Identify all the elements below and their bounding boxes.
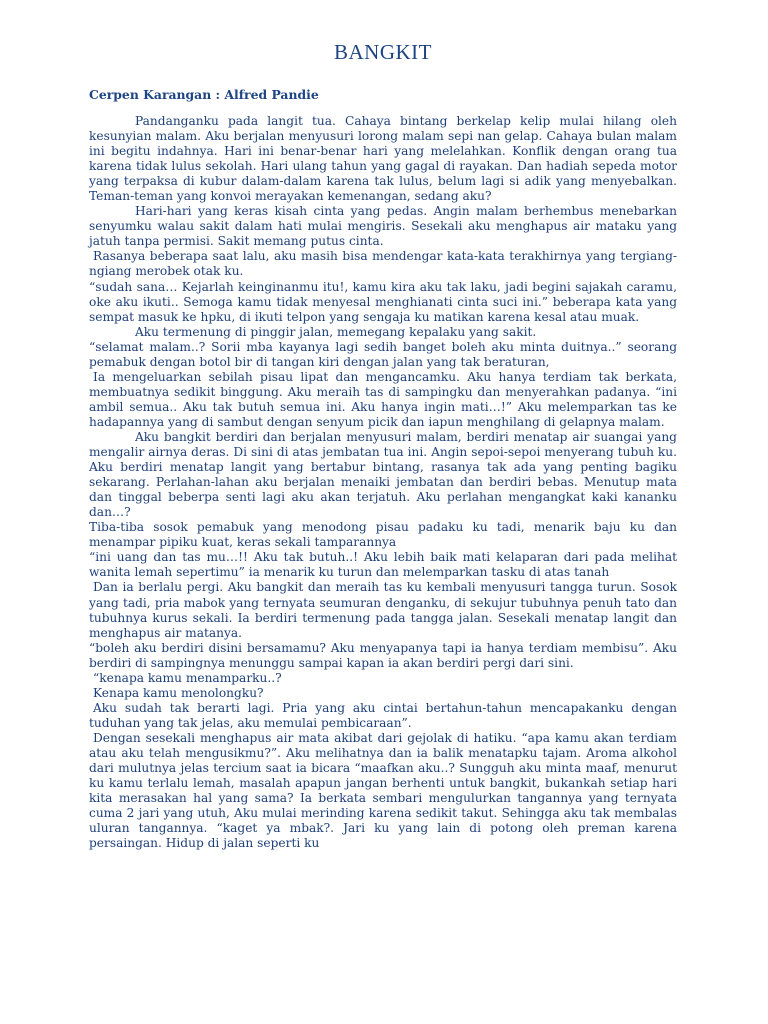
paragraph: Tiba-tiba sosok pemabuk yang menodong pisau padaku ku tadi, menarik baju ku dan menampar pipiku kuat, keras sekali tamparannya	[89, 520, 677, 550]
paragraph: Kenapa kamu menolongku?	[93, 685, 264, 700]
paragraph: “ini uang dan tas mu…!! Aku tak butuh..! Aku lebih baik mati kelaparan dari pada melihat wanita lemah sepertimu” ia menarik ku turun dan melemparkan tasku di atas tanah	[89, 550, 677, 580]
paragraph: Dan ia berlalu pergi. Aku bangkit dan meraih tas ku kembali menyusuri tangga turun. Sosok yang tadi, pria mabok yang ternyata seumuran denganku, di sekujur tubuhnya penuh tato dan tubuhnya kurus sekali. Ia berdiri termenung pada tangga jalan. Sesekali menatap langit dan menghapus air matanya.	[89, 580, 677, 640]
author-line: Cerpen Karangan : Alfred Pandie	[89, 87, 319, 102]
paragraph: Hari-hari yang keras kisah cinta yang pedas. Angin malam berhembus menebarkan senyumku walau sakit dalam hati mulai mengiris. Sesekali aku menghapus air mataku yang jatuh tanpa permisi. Sakit memang putus cinta.	[89, 204, 677, 249]
paragraph: “selamat malam..? Sorii mba kayanya lagi sedih banget boleh aku minta duitnya..” seorang pemabuk dengan botol bir di tangan kiri dengan jalan yang tak beraturan,	[89, 339, 677, 369]
story-title: BANGKIT	[334, 40, 432, 64]
paragraph: Ia mengeluarkan sebilah pisau lipat dan mengancamku. Aku hanya terdiam tak berkata, membuatnya sedikit binggung. Aku meraih tas di sampingku dan menyerahkan padanya. “ini ambil semua.. Aku tak butuh semua ini. Aku hanya ingin mati…!” Aku melemparkan tas ke hadapannya yang di sambut dengan senyum picik dan iapun menghilang di gelapnya malam.	[89, 369, 677, 429]
paragraph: Aku termenung di pinggir jalan, memegang kepalaku yang sakit.	[135, 324, 537, 339]
paragraph: “boleh aku berdiri disini bersamamu? Aku menyapanya tapi ia hanya terdiam membisu”. Aku berdiri di sampingnya menunggu sampai kapan ia akan berdiri pergi dari sini.	[89, 640, 677, 670]
paragraph: Dengan sesekali menghapus air mata akibat dari gejolak di hatiku. “apa kamu akan terdiam atau aku telah mengusikmu?”. Aku melihatnya dan ia balik menatapku tajam. Aroma alkohol dari mulutnya jelas tercium saat ia bicara “maafkan aku..? Sungguh aku minta maaf, menurut ku kamu terlalu lemah, masalah apapun jangan berhenti untuk bangkit, bukankah setiap hari kita merasakan hal yang sama? Ia berkata sembari mengulurkan tangannya yang ternyata cuma 2 jari yang utuh, Aku mulai merinding karena sedikit takut. Sehingga aku tak membalas uluran tangannya. “kaget ya mbak?. Jari ku yang lain di potong oleh preman karena persaingan. Hidup di jalan seperti ku	[89, 730, 677, 851]
story-body	[89, 114, 677, 851]
paragraph: Aku sudah tak berarti lagi. Pria yang aku cintai bertahun-tahun mencapakanku dengan tuduhan yang tak jelas, aku memulai pembicaraan”.	[89, 700, 677, 730]
document-page	[89, 40, 677, 851]
paragraph: “sudah sana… Kejarlah keinginanmu itu!, kamu kira aku tak laku, jadi begini sajakah caramu, oke aku ikuti.. Semoga kamu tidak menyesal menghianati cinta suci ini.” beberapa kata yang sempat masuk ke hpku, di ikuti telpon yang sengaja ku matikan karena kesal atau muak.	[89, 279, 677, 324]
paragraph: Pandanganku pada langit tua. Cahaya bintang berkelap kelip mulai hilang oleh kesunyian malam. Aku berjalan menyusuri lorong malam sepi nan gelap. Cahaya bulan malam ini begitu indahnya. Hari ini benar-benar hari yang melelahkan. Konflik dengan orang tua karena tidak lulus sekolah. Hari ulang tahun yang gagal di rayakan. Dan hadiah sepeda motor yang terpaksa di kubur dalam-dalam karena tak lulus, belum lagi si adik yang menyebalkan. Teman-teman yang konvoi merayakan kemenangan, sedang aku?	[89, 114, 677, 204]
paragraph: “kenapa kamu menamparku..?	[93, 670, 282, 685]
paragraph: Rasanya beberapa saat lalu, aku masih bisa mendengar kata-kata terakhirnya yang tergiang-ngiang merobek otak ku.	[89, 249, 677, 279]
paragraph: Aku bangkit berdiri dan berjalan menyusuri malam, berdiri menatap air suangai yang mengalir airnya deras. Di sini di atas jembatan tua ini. Angin sepoi-sepoi menyerang tubuh ku. Aku berdiri menatap langit yang bertabur bintang, rasanya tak ada yang penting bagiku sekarang. Perlahan-lahan aku berjalan menaiki jembatan dan berdiri bebas. Menutup mata dan tinggal beberpa senti lagi aku akan terjatuh. Aku perlahan mengangkat kaki kananku dan…?	[89, 429, 677, 520]
